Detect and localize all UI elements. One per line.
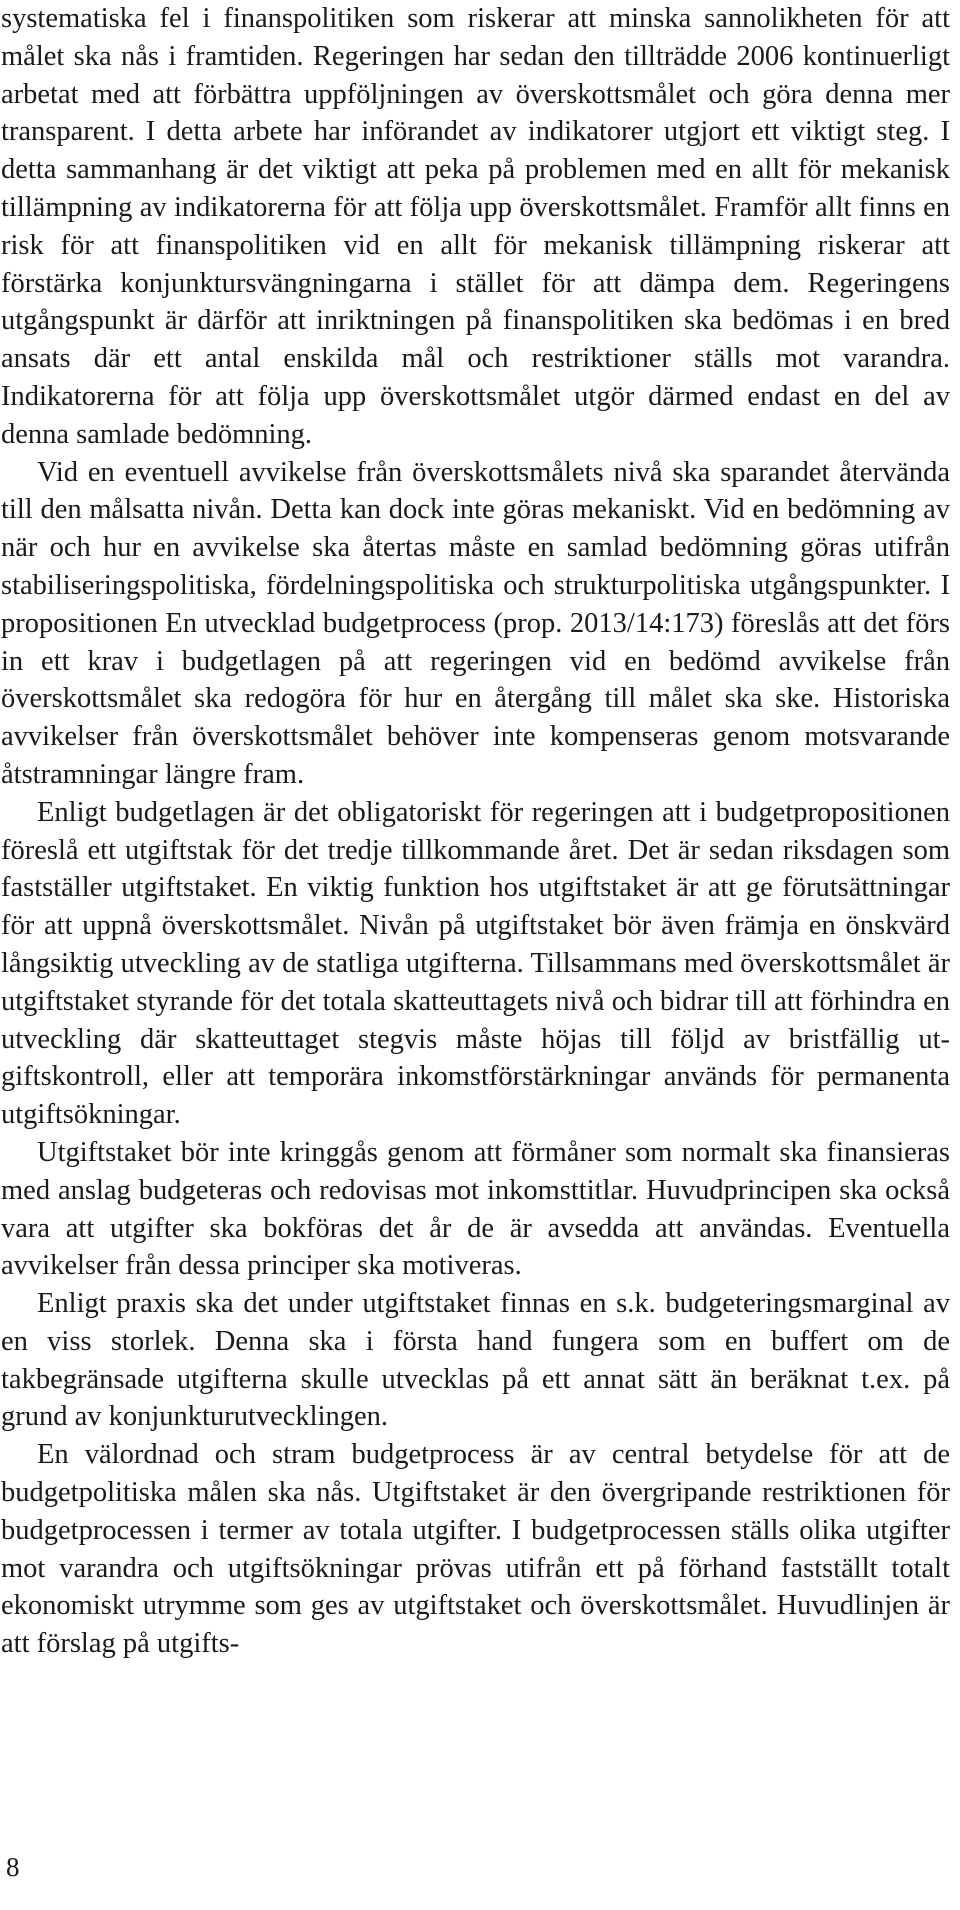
paragraph-continued: systematiska fel i finanspolitiken som riskerar att minska sannolikheten för att målet ska nås i framtiden. Regeringen har sedan den tillträdde 2006 kontinuerligt arbetat med att förbättra uppföljningen av överskottsmålet och göra denna mer transparent. I detta arbete har införandet av indikatorer utgjort ett viktigt steg. I detta sammanhang är det viktigt att peka på problemen med en allt för mekanisk tillämpning av indikatorerna för att följa upp överskottsmålet. Framför allt finns en risk för att finanspolitiken vid en allt för mekanisk tillämpning riskerar att förstärka konjunktursvängningarna i stället för att dämpa dem. Regeringens utgångspunkt är därför att inriktningen på finanspolitiken ska bedömas i en bred ansats där ett antal enskilda mål och restriktioner ställs mot varandra. Indikatorerna för att följa upp överskottsmålet utgör därmed endast en del av denna samlade bedömning. (1, 3, 950, 450)
paragraph-deviation: Vid en eventuell avvikelse från överskottsmålets nivå ska sparandet återvända till den målsatta nivån. Detta kan dock inte göras mekaniskt. Vid en bedömning av när och hur en avvikelse ska återtas måste en samlad bedömning göras utifrån stabiliseringspolitiska, fördelningspolitiska och strukturpolitiska utgångspunkter. I propositionen En utvecklad budgetprocess (prop. 2013/14:173) föreslås att det förs in ett krav i budgetlagen på att regeringen vid en bedömd avvikelse från överskottsmålet ska redogöra för hur en återgång till målet ska ske. Historiska avvikelser från överskottsmålet behöver inte kompenseras genom motsvarande åtstramningar längre fram. (1, 456, 950, 790)
body-text (1, 0, 950, 1663)
paragraph-budget-law: Enligt budgetlagen är det obligatoriskt för regeringen att i budgetpropositionen föreslå ett utgiftstak för det tredje tillkommande året. Det är sedan riksdagen som fastställer utgiftstaket. En viktig funktion hos utgiftstaket är att ge förutsättningar för att uppnå överskottsmålet. Nivån på utgiftstaket bör även främja en önskvärd långsiktig utveckling av de statliga utgifterna. Tillsammans med överskottsmålet är utgiftstaket styrande för det totala skatteuttagets nivå och bidrar till att förhindra en utveckling där skatteuttaget stegvis måste höjas till följd av bristfällig utgiftskontroll, eller att temporära inkomstförstärkningar används för permanenta utgiftsökningar. (1, 796, 950, 1131)
paragraph-budget-process: En välordnad och stram budgetprocess är av central betydelse för att de budgetpolitiska målen ska nås. Utgiftstaket är den övergripande restriktionen för budgetprocessen i termer av totala utgifter. I budgetprocessen ställs olika utgifter mot varandra och utgiftsökningar prövas utifrån ett på förhand fastställt totalt ekonomiskt utrymme som ges av utgiftstaket och överskottsmålet. Huvudlinjen är att förslag på utgifts- (1, 1439, 950, 1660)
paragraph-expenditure-ceiling: Utgiftstaket bör inte kringgås genom att förmåner som normalt ska finansieras med anslag budgeteras och redovisas mot inkomsttitlar. Huvudprincipen ska också vara att utgifter ska bokföras det år de är avsedda att användas. Eventuella avvikelser från dessa principer ska motiveras. (1, 1136, 950, 1282)
paragraph-budget-margin: Enligt praxis ska det under utgiftstaket finnas en s.k. budgeteringsmarginal av en viss storlek. Denna ska i första hand fungera som en buffert om de takbegränsade utgifterna skulle utvecklas på ett annat sätt än beräknat t.ex. på grund av konjunkturutvecklingen. (1, 1288, 950, 1433)
page-number: 8 (6, 1852, 20, 1882)
